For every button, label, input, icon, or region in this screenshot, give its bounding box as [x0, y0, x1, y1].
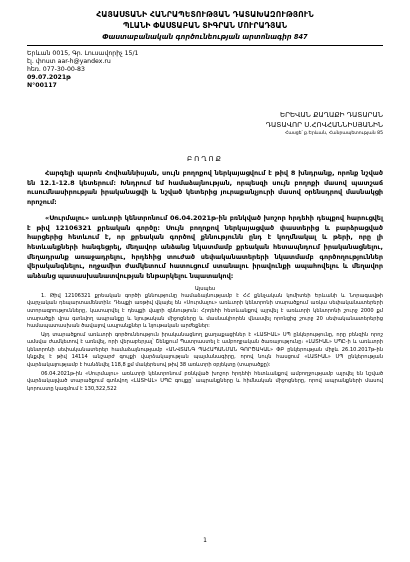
sender-email: էլ. փոստ aar-h@yandex.ru	[27, 58, 111, 65]
page-number: 1	[203, 537, 207, 544]
body-item-3: 06.04.2021թ-ին «Սուրմալու» առևտրի կենտրոնում բռնկված խոշոր հրդեհի հետևանքով ամբողջությամբ այրվել են նշված վարձակալված տարածքում գտնվող «ԼԱՏԻԱԼ» ՍՊԸ գույքը՝ ապրանքները և հիմնական միջոցները, որով ապրանքների մասով կորուստը կազմում է 130,322,522	[27, 370, 383, 392]
body-item-1: 1. Թիվ 12106321 քրեական գործի քննությունը համաձայնությամբ է ՀՀ քննչական կոմիտեի Երևանի և Նորագավթի վարչական դեպարտամենտին: Դեպքի առթիվ վկայել են «Սուրմալու» առևտրի կենտրոնի տարածքում առկա սեփականատերերի ստորագրությունները, կատարվել է դեպքի վայրի զննություն: Հրդեհի հետևանքով այրվել է առևտրի կենտրոնի շուրջ 2000 քմ տարածքի վրա գտնվող ապրանքը և նյութական միջոցները և մասնակիորեն վնասվել որոնցից շուրջ 20 սեփականատերերից համապատասխան ծավալով ապրանքներ և նյութական արժեքներ:	[27, 292, 383, 330]
body-item-2: Այդ տարածքում առևտրի գործունեություն իրականացնող քաղաքացիներ է «ԼԱՏԻԱԼ» ՍՊ ընկերությունը, որը բենզին որոշ ամսվա ժամկետով է առնվել, որի վերաբերյալ՝ Շենքում Պատրաստել է ամբողջական ծառայությունը։ «ԼԱՏԻԱԼ» ՍՊԸ-ի և առևտրի կենտրոնի սեփականատերեր համաձայնությամբ «ԱՆՎՏԱՆԳ ՊԱՀԱՊԱՆՄԱՆ ԳՈՐԾԱԿԱԼ» ՓԲ ընկերության միջև 26.10.2017թ-ին կնքվել է թիվ 14114 անշարժ գույքի վարձակալության պայմանագիրը, որով նույն հասցում «ԼԱՏԻԱԼ» ՍՊ ընկերության վարձակալությամբ է հանձնվել 118,8 քմ մակերեսով թիվ 38 առևտրի օբյեկտը (տարածքը):	[27, 331, 383, 369]
recipient-block	[27, 110, 383, 137]
letterhead-line-2: ՊԼԱՆԻ ՓԱՍՏԱԲԱՆ ՏԻԳՐԱՆ ՄՈՒՐԱԴՅԱՆ	[122, 21, 288, 30]
header-divider	[27, 45, 383, 46]
case-summary-paragraph: «Սուրմալու» առևտրի կենտրոնում 06.04.2021թ-ին բռնկված խոշոր հրդեհի դեպքով հարուցվել է թիվ 12106321 քրեական գործը: Սույն բողոքով ներկայացված փաստերից և բարձրացված հարցերից հետևում է, որ քրեական գործով քննությունն ընդ է կողմնակալ և թերի, որը լի հետևանքների հանգեցրել, մեղավոր անձանց նկատմամբ քրեական հետապնդում իրականացնելու, մեղադրանք առաջադրելու, հրդեհից տուժած սեփականատերերի նկատմամբ գործողություններ վերականգնելու, ողջամիտ ժամկետում հատուցում ստանալու իրավունքի ապահովելու և մեղավոր անձանց պատասխանատվության ենթարկելու նպատակով:	[27, 213, 383, 281]
sender-address: Երևան 0015, Գր. Լուսավորիչ 15/1	[27, 50, 139, 57]
section-label: Այսպես	[194, 285, 216, 292]
intro-paragraph: Հարգելի պարոն Հովհաննիսյան, սույն բողոքով ներկայացվում է թիվ 8 խնդրանք, որոնք նշված են 12.1-12.8 կետերում: Խնդրում եմ համաձայնության, որպեսզի սույն բողոքի մասով պատշաճ ուսումնասիրության իրականացվի և նշված կետերից յուրաքանչյուրի մասով օրենսդրով մասնակցի որոշում:	[27, 169, 383, 207]
letterhead-line-1: ՀԱՅԱՍՏԱՆԻ ՀԱՆՐԱՊԵՏՈՒԹՅԱՆ ԴԱՏԱԽԱԶՈՒԹՅՈՒՆ	[96, 10, 314, 19]
letter-date: 09.07.2021թ	[27, 74, 71, 81]
letterhead-line-3: Փաստաբանական գործունեության արտոնագիր 847	[102, 33, 308, 41]
recipient-address: Հասցե՝ ք.Երևան, Հանրապետության 85	[285, 131, 383, 136]
recipient-judge: ԴԱՏԱՎՈՐ Ս.ՀՈՎՀԱՆՆԻՍՅԱՆԻՆ	[265, 121, 383, 129]
document-title: ԲՈՂՈՔ	[187, 155, 223, 163]
sender-phone: հեռ. 077-30-00-83	[27, 66, 85, 73]
letter-number: N°00117	[27, 82, 57, 89]
sender-contact-block	[27, 50, 383, 90]
letterhead	[27, 10, 383, 42]
recipient-court: ԵՐԵՎԱՆ ՔԱՂԱՔԻ ԴԱՏԱՐԱՆ	[280, 111, 383, 119]
